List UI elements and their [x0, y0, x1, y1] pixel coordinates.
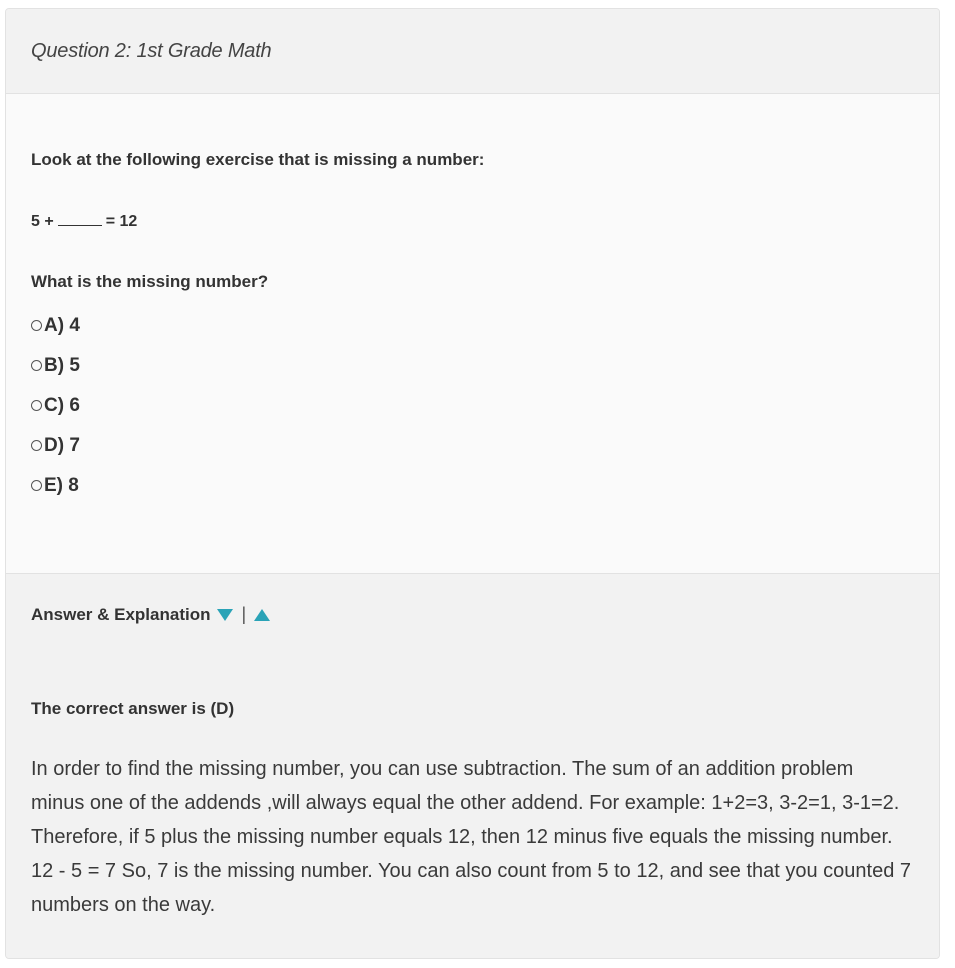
- card-header: [6, 9, 939, 94]
- option-c[interactable]: [31, 395, 80, 435]
- radio-circle-icon[interactable]: [31, 400, 42, 411]
- equation: [31, 213, 137, 231]
- equation-left: 5 +: [31, 213, 54, 230]
- equation-right: = 12: [105, 213, 138, 230]
- radio-circle-icon[interactable]: [31, 440, 42, 451]
- radio-circle-icon[interactable]: [31, 320, 42, 331]
- option-d[interactable]: [31, 435, 80, 475]
- question-card: [5, 8, 940, 959]
- radio-circle-icon[interactable]: [31, 360, 42, 371]
- option-label: D) 7: [44, 435, 80, 456]
- triangle-up-icon[interactable]: [254, 609, 270, 621]
- explanation-text: In order to find the missing number, you can use subtraction. The sum of an addition problem minus one of the addends ,will always equal the other addend. For example: 1+2=3, 3-2=1, 3-1=2. Therefore, if 5 plus the missing number equals 12, then 12 minus five equals the missing number. 12 - 5 = 7 So, 7 is the missing number. You can also count from 5 to 12, and see that you counted 7 numbers on the way.: [31, 758, 912, 916]
- answer-options: [31, 315, 80, 515]
- equation-blank: [58, 213, 102, 226]
- answer-toggle-label: Answer & Explanation: [31, 604, 211, 624]
- question-prompt: Look at the following exercise that is missing a number:: [31, 150, 485, 169]
- option-label: A) 4: [44, 315, 80, 336]
- correct-answer: The correct answer is (D): [31, 699, 235, 718]
- question-body: [6, 94, 939, 574]
- answer-section: [6, 574, 939, 959]
- option-e[interactable]: [31, 475, 80, 515]
- option-label: C) 6: [44, 395, 80, 416]
- radio-circle-icon[interactable]: [31, 480, 42, 491]
- question-ask: What is the missing number?: [31, 272, 269, 291]
- question-title: Question 2: 1st Grade Math: [31, 39, 272, 62]
- triangle-down-icon[interactable]: [217, 609, 233, 621]
- toggle-separator: |: [241, 604, 247, 624]
- answer-toggle: [31, 604, 270, 625]
- option-a[interactable]: [31, 315, 80, 355]
- option-b[interactable]: [31, 355, 80, 395]
- option-label: E) 8: [44, 475, 79, 496]
- option-label: B) 5: [44, 355, 80, 376]
